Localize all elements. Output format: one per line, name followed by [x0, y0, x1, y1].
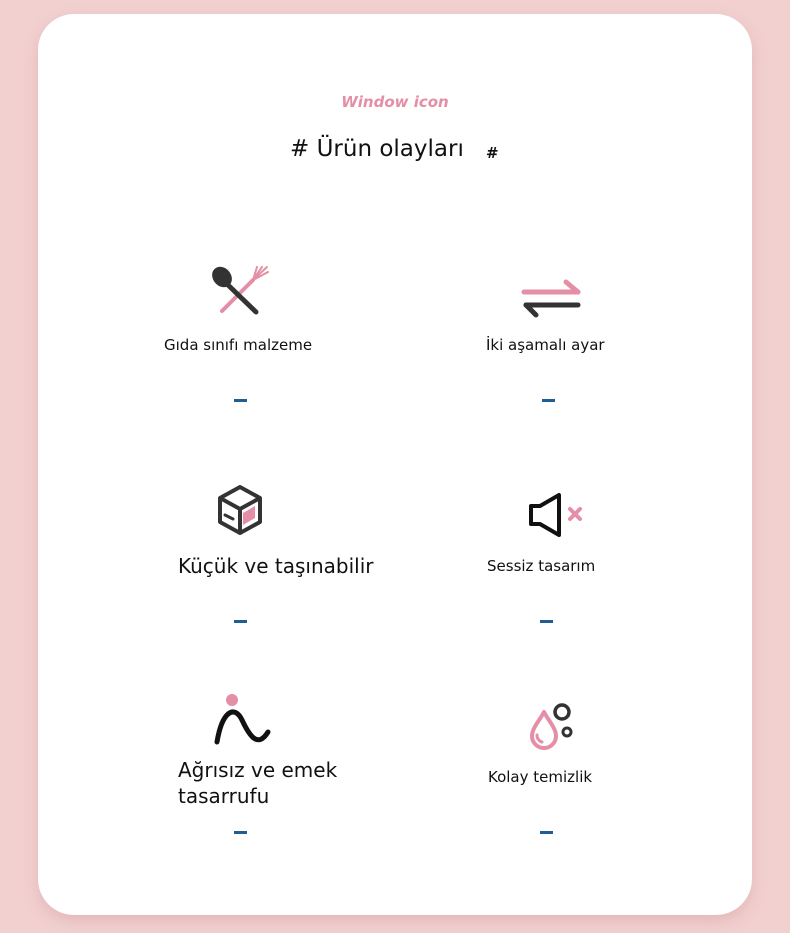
wave-figure-icon [212, 692, 274, 750]
feature-marker [234, 620, 247, 623]
mute-speaker-icon [526, 492, 588, 538]
window-icon-label: Window icon [341, 93, 449, 111]
two-way-arrows-icon [520, 278, 584, 322]
feature-label-two-stage: İki aşamalı ayar [486, 336, 605, 354]
content-card [38, 14, 752, 915]
spoon-fork-icon [210, 264, 272, 316]
feature-marker [540, 620, 553, 623]
feature-label-food-grade: Gıda sınıfı malzeme [164, 336, 313, 354]
feature-marker [542, 399, 555, 402]
water-drop-bubbles-icon [526, 702, 576, 752]
feature-label-silent-design: Sessiz tasarım [487, 557, 596, 575]
feature-label-painless-labor-saving: Ağrısız ve emek tasarrufu [178, 758, 338, 808]
box-icon [216, 484, 264, 536]
feature-marker [234, 831, 247, 834]
feature-marker [234, 399, 247, 402]
title-hash: # [486, 144, 499, 162]
feature-label-easy-cleaning: Kolay temizlik [488, 768, 593, 786]
feature-label-compact-portable: Küçük ve taşınabilir [178, 554, 374, 578]
page-title: # Ürün olayları [290, 136, 464, 162]
feature-marker [540, 831, 553, 834]
